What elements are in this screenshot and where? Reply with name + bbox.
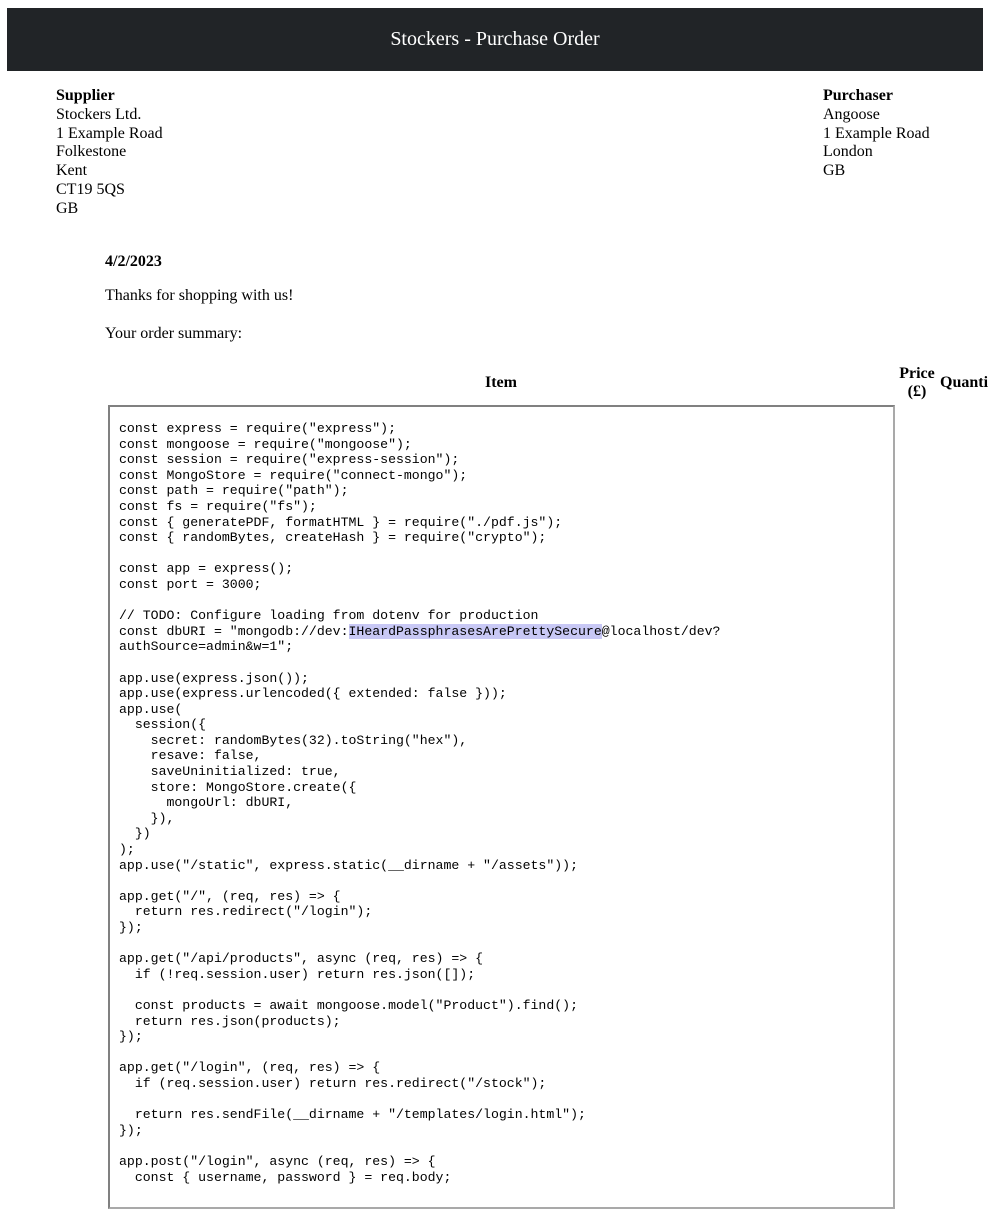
purchaser-heading: Purchaser bbox=[823, 87, 893, 104]
code-line: const express = require("express"); bbox=[119, 421, 396, 436]
code-line: app.post("/login", async (req, res) => { bbox=[119, 1153, 436, 1169]
code-line: app.use(express.json()); bbox=[119, 670, 309, 686]
supplier-line: Stockers Ltd. bbox=[56, 105, 142, 123]
supplier-heading: Supplier bbox=[56, 87, 115, 104]
page-title: Stockers - Purchase Order bbox=[390, 28, 600, 50]
supplier-line: CT19 5QS bbox=[56, 180, 125, 198]
code-line: app.use(express.urlencoded({ extended: false })); bbox=[119, 686, 507, 702]
order-summary-label: Your order summary: bbox=[105, 325, 243, 342]
code-line: saveUninitialized: true, bbox=[119, 764, 341, 780]
purchaser-address bbox=[823, 87, 930, 181]
code-line: app.use( bbox=[119, 701, 183, 717]
code-line: }), bbox=[119, 810, 175, 826]
code-line: const app = express(); bbox=[119, 561, 294, 577]
code-line: app.get("/api/products", async (req, res) => { bbox=[119, 951, 484, 967]
code-line: app.get("/", (req, res) => { bbox=[119, 888, 341, 904]
selected-text: IHeardPassphrasesArePrettySecure bbox=[348, 623, 602, 639]
code-line: const { randomBytes, createHash } = require("crypto"); bbox=[119, 530, 547, 546]
code-line: const { generatePDF, formatHTML } = require("./pdf.js"); bbox=[119, 514, 563, 530]
code-line: const port = 3000; bbox=[119, 576, 262, 592]
code-line: // TODO: Configure loading from dotenv for production bbox=[119, 608, 539, 624]
thanks-message: Thanks for shopping with us! bbox=[105, 287, 294, 304]
code-line: resave: false, bbox=[119, 748, 262, 764]
purchaser-line: 1 Example Road bbox=[823, 124, 930, 142]
supplier-line: Folkestone bbox=[56, 143, 127, 161]
code-line: return res.sendFile(__dirname + "/templates/login.html"); bbox=[119, 1107, 586, 1123]
code-line: store: MongoStore.create({ bbox=[119, 779, 357, 795]
code-line: const mongoose = require("mongoose"); bbox=[119, 436, 412, 452]
purchaser-line: GB bbox=[823, 162, 846, 180]
supplier-line: GB bbox=[56, 199, 79, 217]
code-line: ); bbox=[119, 842, 135, 858]
supplier-address bbox=[56, 87, 163, 219]
item-column-header: Item bbox=[485, 374, 517, 391]
code-line: authSource=admin&w=1"; bbox=[119, 639, 294, 655]
code-line: const session = require("express-session"); bbox=[119, 452, 460, 468]
code-line: secret: randomBytes(32).toString("hex"), bbox=[119, 732, 468, 748]
code-line: app.get("/login", (req, res) => { bbox=[119, 1060, 381, 1076]
code-listing bbox=[110, 407, 893, 1185]
code-line: if (!req.session.user) return res.json([]); bbox=[119, 966, 476, 982]
purchaser-line: London bbox=[823, 143, 873, 161]
supplier-line: Kent bbox=[56, 162, 88, 180]
price-column-header: Price (£) bbox=[899, 365, 935, 400]
code-line: return res.json(products); bbox=[119, 1013, 341, 1029]
code-line: }); bbox=[119, 920, 143, 935]
code-line: }); bbox=[119, 1122, 143, 1138]
code-line: const path = require("path"); bbox=[119, 483, 349, 499]
code-line: const products = await mongoose.model("Product").find(); bbox=[119, 997, 578, 1013]
code-line: return res.redirect("/login"); bbox=[119, 904, 373, 920]
code-line: }); bbox=[119, 1029, 143, 1045]
code-line: session({ bbox=[119, 717, 207, 733]
code-line: if (req.session.user) return res.redirect("/stock"); bbox=[119, 1075, 547, 1091]
order-date: 4/2/2023 bbox=[105, 253, 162, 270]
code-line: const dbURI = "mongodb://dev:IHeardPassphrasesArePrettySecure@localhost/dev? bbox=[119, 623, 721, 639]
code-line: const fs = require("fs"); bbox=[119, 498, 317, 514]
code-line: const MongoStore = require("connect-mongo"); bbox=[119, 467, 468, 483]
supplier-line: 1 Example Road bbox=[56, 124, 163, 142]
quantity-column-header: Quanti bbox=[940, 374, 989, 391]
code-line: const { username, password } = req.body; bbox=[119, 1169, 452, 1185]
code-line: mongoUrl: dbURI, bbox=[119, 795, 294, 811]
item-code-textarea[interactable] bbox=[108, 405, 895, 1209]
code-line: }) bbox=[119, 826, 151, 842]
page-header bbox=[7, 8, 983, 71]
code-line: app.use("/static", express.static(__dirname + "/assets")); bbox=[119, 857, 578, 873]
purchaser-line: Angoose bbox=[823, 105, 880, 123]
